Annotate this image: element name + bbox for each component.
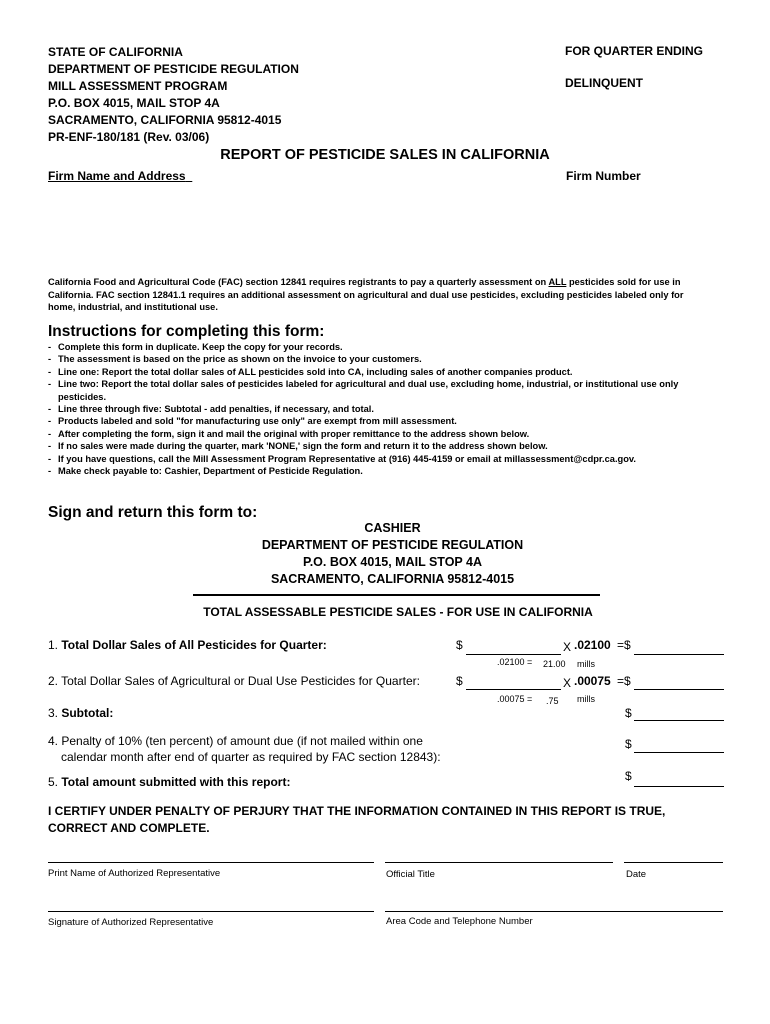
line-1-rate-note: .02100 =	[497, 657, 533, 667]
line-2-rate-note: .00075 =	[497, 694, 533, 704]
instructions-heading: Instructions for completing this form:	[48, 323, 325, 340]
line-2-mills-value: .75	[546, 696, 559, 706]
line-1-label: 1. Total Dollar Sales of All Pesticides for Quarter:	[48, 638, 327, 652]
firm-number-label: Firm Number	[566, 169, 641, 183]
instruction-item: - If no sales were made during the quarter, mark 'NONE,' sign the form and return it to the address shown below.	[48, 440, 688, 452]
instruction-item: - Products labeled and sold "for manufacturing use only" are exempt from mill assessment.	[48, 415, 688, 427]
address-line: SACRAMENTO, CALIFORNIA 95812-4015	[270, 572, 515, 586]
official-title-label: Official Title	[386, 869, 435, 880]
instruction-item: - Line three through five: Subtotal - add penalties, if necessary, and total.	[48, 403, 688, 415]
line-1-equals: =$	[617, 638, 631, 652]
date-input[interactable]	[624, 862, 723, 863]
telephone-label: Area Code and Telephone Number	[386, 916, 533, 927]
line-1-mills-value: 21.00	[543, 659, 566, 669]
line-2-sales-input[interactable]	[466, 689, 561, 690]
line-2-mills-unit: mills	[577, 694, 595, 704]
address-line: CASHIER	[364, 521, 421, 535]
certification-statement: I CERTIFY UNDER PENALTY OF PERJURY THAT THE INFORMATION CONTAINED IN THIS REPORT IS TRUE, CORRECT AND COMPLETE.	[48, 804, 666, 835]
total-amount-input[interactable]	[634, 786, 724, 787]
quarter-ending-label: FOR QUARTER ENDING	[565, 44, 703, 58]
instructions-list	[48, 341, 688, 477]
section-divider	[193, 594, 600, 596]
line-1-rate: .02100	[574, 638, 611, 652]
header-line: PR-ENF-180/181 (Rev. 03/06)	[48, 130, 210, 144]
line-3-dollar-sign: $	[625, 706, 632, 720]
telephone-input[interactable]	[385, 911, 723, 912]
line-1-amount-input[interactable]	[634, 654, 724, 655]
signature-label: Signature of Authorized Representative	[48, 917, 214, 928]
subtotal-input[interactable]	[634, 720, 724, 721]
instruction-item: - Complete this form in duplicate. Keep the copy for your records.	[48, 341, 688, 353]
line-2-amount-input[interactable]	[634, 689, 724, 690]
line-4-dollar-sign: $	[625, 737, 632, 751]
line-2-dollar-sign: $	[456, 674, 463, 688]
instruction-item: - Make check payable to: Cashier, Department of Pesticide Regulation.	[48, 465, 688, 477]
line-3-label: 3. Subtotal:	[48, 706, 114, 720]
form-title: REPORT OF PESTICIDE SALES IN CALIFORNIA	[220, 147, 550, 163]
line-1-sales-input[interactable]	[466, 654, 561, 655]
agency-header	[48, 44, 299, 146]
line-5-label: 5. Total amount submitted with this report:	[48, 775, 291, 789]
header-line: P.O. BOX 4015, MAIL STOP 4A	[48, 96, 220, 110]
line-2-rate: .00075	[574, 674, 611, 688]
official-title-input[interactable]	[385, 862, 613, 863]
line-4-text: 4. Penalty of 10% (ten percent) of amount due (if not mailed within one	[48, 734, 423, 748]
address-line: DEPARTMENT OF PESTICIDE REGULATION	[261, 538, 524, 552]
header-line: MILL ASSESSMENT PROGRAM	[48, 79, 228, 93]
multiply-sign: X	[563, 676, 572, 690]
instruction-item: - Line two: Report the total dollar sales of pesticides labeled for agricultural and dual use, excluding home, industrial, or institutional use only pesticides.	[48, 378, 688, 403]
date-label: Date	[626, 869, 647, 880]
instruction-item: - Line one: Report the total dollar sales of ALL pesticides sold into CA, including sales of another companies product.	[48, 366, 688, 378]
penalty-input[interactable]	[634, 752, 724, 753]
line-2-label: 2. Total Dollar Sales of Agricultural or Dual Use Pesticides for Quarter:	[48, 674, 420, 688]
header-line: STATE OF CALIFORNIA	[48, 45, 183, 59]
header-line: SACRAMENTO, CALIFORNIA 95812-4015	[48, 113, 282, 127]
header-line: DEPARTMENT OF PESTICIDE REGULATION	[48, 62, 299, 76]
print-name-input[interactable]	[48, 862, 374, 863]
instruction-item: - After completing the form, sign it and mail the original with proper remittance to the address shown below.	[48, 428, 688, 440]
fac-paragraph: California Food and Agricultural Code (FAC) section 12841 requires registrants to pay a quarterly assessment on ALL pesticides sold for use in California. FAC section 12841.1 requires an additional assessment on agricultural and dual use pesticides, excluding pesticides labeled only for home, industrial, and institutional use.	[48, 277, 684, 312]
print-name-label: Print Name of Authorized Representative	[48, 868, 221, 879]
address-line: P.O. BOX 4015, MAIL STOP 4A	[302, 555, 482, 569]
signature-input[interactable]	[48, 911, 374, 912]
line-1-mills-unit: mills	[577, 659, 595, 669]
multiply-sign: X	[563, 640, 572, 654]
instruction-item: - The assessment is based on the price as shown on the invoice to your customers.	[48, 353, 688, 365]
line-4-label	[48, 733, 441, 765]
line-2-equals: =$	[617, 674, 631, 688]
firm-name-label: Firm Name and Address	[48, 169, 186, 183]
cashier-address	[0, 520, 770, 588]
sign-return-heading: Sign and return this form to:	[48, 504, 258, 521]
instruction-item: - If you have questions, call the Mill Assessment Program Representative at (916) 445-4159 or email at millassessment@cdpr.ca.gov.	[48, 453, 688, 465]
sales-heading: TOTAL ASSESSABLE PESTICIDE SALES - FOR USE IN CALIFORNIA	[203, 605, 593, 619]
delinquent-label: DELINQUENT	[565, 76, 643, 90]
line-4-text: calendar month after end of quarter as required by FAC section 12843):	[61, 750, 441, 764]
line-1-dollar-sign: $	[456, 638, 463, 652]
line-5-dollar-sign: $	[625, 769, 632, 783]
